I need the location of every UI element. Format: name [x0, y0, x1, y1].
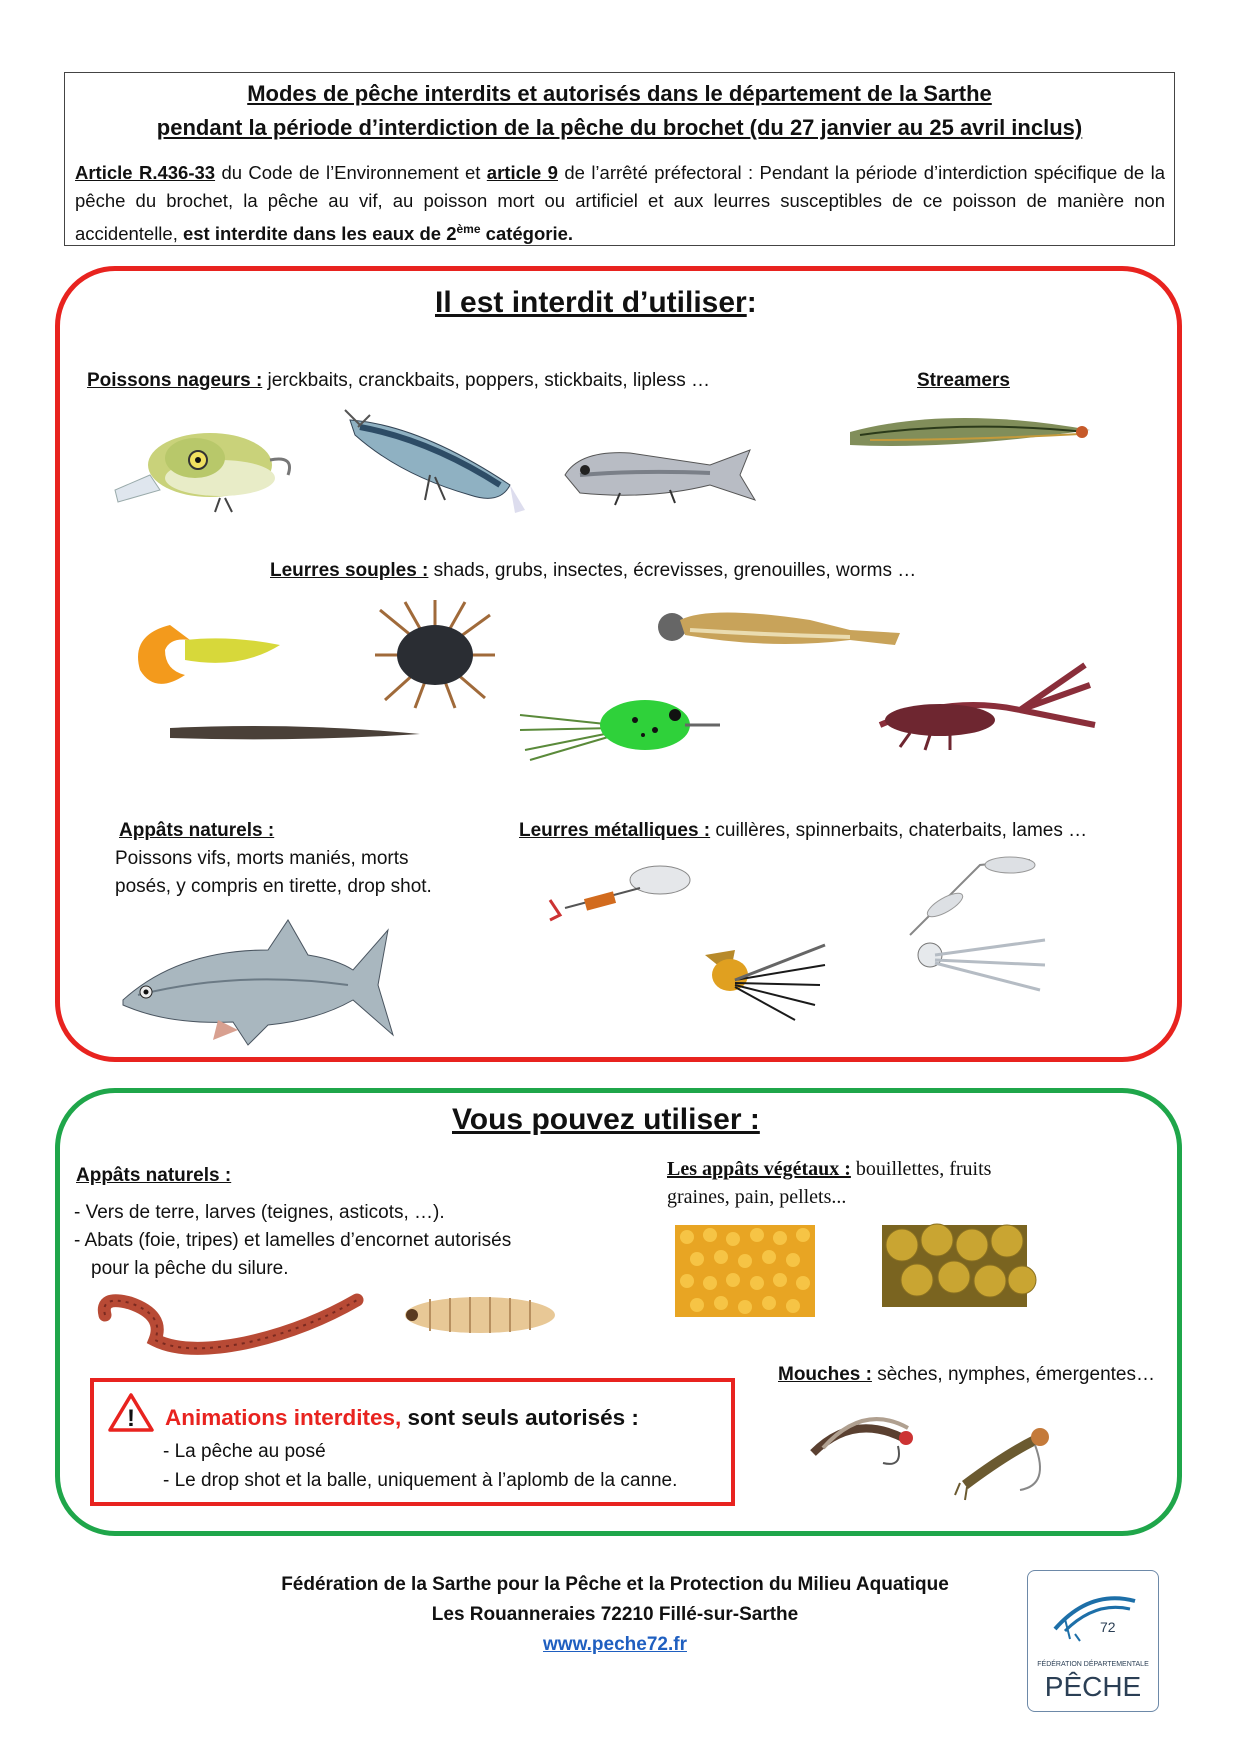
- mouches-label: [778, 1364, 1155, 1386]
- larva-image: [400, 1290, 560, 1340]
- header-sup: ème: [456, 222, 481, 236]
- poissons-nageurs-key: Poissons nageurs :: [87, 370, 263, 391]
- appats-forbidden-line2: posés, y compris en tirette, drop shot.: [115, 876, 432, 897]
- nymph-image: [955, 1415, 1070, 1500]
- worm-lure-image: [165, 720, 425, 745]
- appats-allowed-line2: - Abats (foie, tripes) et lamelles d’encornet autorisés: [74, 1230, 512, 1251]
- crankbait-image: [110, 420, 305, 510]
- boilies-image: [882, 1225, 1027, 1307]
- warning-title: [165, 1405, 639, 1431]
- header-body: [75, 159, 1165, 248]
- warning-item1: - La pêche au posé: [163, 1441, 326, 1462]
- forbidden-title-colon: :: [746, 286, 757, 319]
- forbidden-title: [435, 286, 757, 320]
- article-ref: Article R.436-33: [75, 162, 216, 183]
- header-title-line1: Modes de pêche interdits et autorisés dans le département de la Sarthe: [247, 81, 992, 106]
- appats-allowed-line3: pour la pêche du silure.: [91, 1258, 289, 1279]
- warning-item2: - Le drop shot et la balle, uniquement à l’aplomb de la canne.: [163, 1470, 678, 1491]
- leurres-souples-key: Leurres souples :: [270, 560, 429, 581]
- footer-website-row: [230, 1634, 1000, 1656]
- spinnerbait-image: [880, 855, 1050, 1000]
- leurres-metalliques-label: [519, 820, 1087, 842]
- corn-image: [675, 1225, 815, 1317]
- warning-title-red: Animations interdites,: [165, 1405, 402, 1430]
- poissons-nageurs-label: [87, 370, 710, 392]
- streamers-key: Streamers: [917, 370, 1010, 391]
- footer-line1: Fédération de la Sarthe pour la Pêche et la Protection du Milieu Aquatique: [281, 1574, 949, 1595]
- vegetaux-line2: graines, pain, pellets...: [667, 1186, 847, 1208]
- article-9: article 9: [486, 162, 558, 183]
- federation-logo: [1027, 1570, 1159, 1712]
- earthworm-image: [95, 1285, 365, 1365]
- poissons-nageurs-text: jerckbaits, cranckbaits, poppers, stickbaits, lipless …: [262, 370, 711, 391]
- crayfish-lure-image: [870, 655, 1100, 750]
- appats-forbidden-key: Appâts naturels :: [119, 820, 275, 841]
- swimbait-image: [560, 445, 760, 505]
- forbidden-title-text: Il est interdit d’utiliser: [435, 286, 747, 319]
- logo-word: PÊCHE: [1044, 1671, 1142, 1702]
- dry-fly-image: [803, 1398, 923, 1473]
- website-link[interactable]: www.peche72.fr: [543, 1634, 687, 1655]
- frog-lure-image: [515, 690, 725, 765]
- spoon-lure-image: [545, 860, 695, 925]
- leurres-souples-label: [270, 560, 916, 582]
- mouches-text: sèches, nymphes, émergentes…: [871, 1364, 1155, 1385]
- metal-text: cuillères, spinnerbaits, chaterbaits, lames …: [710, 820, 1088, 841]
- header-text-bold: est interdite dans les eaux de 2: [182, 223, 457, 245]
- appats-naturels-forbidden-label: [119, 820, 274, 842]
- jerkbait-image: [340, 405, 530, 520]
- shad-image: [650, 605, 905, 660]
- header-text-1: du Code de l’Environnement et: [215, 162, 487, 183]
- vegetaux-text: bouillettes, fruits: [850, 1158, 992, 1180]
- allowed-title: Vous pouvez utiliser :: [452, 1103, 760, 1136]
- appats-allowed-key: Appâts naturels :: [76, 1165, 232, 1186]
- warning-title-black: sont seuls autorisés :: [401, 1405, 639, 1430]
- header-text-2: de l’arrêté préfectoral : Pendant la période d’interdiction spécifique de la pêche du brochet, la pêche au vif, au poisson mort ou artificiel et aux leurres susceptibles de ce poisson de manière non accidentelle,: [75, 162, 1165, 245]
- grub-image: [130, 615, 285, 705]
- streamer-image: [850, 410, 1100, 460]
- vegetaux-key: Les appâts végétaux :: [667, 1158, 851, 1180]
- chatterbait-image: [675, 935, 835, 1025]
- appats-allowed-line1: - Vers de terre, larves (teignes, asticots, …).: [74, 1202, 445, 1223]
- roach-fish-image: [118, 910, 398, 1045]
- mouches-key: Mouches :: [778, 1364, 872, 1385]
- logo-fish-icon: [1050, 1589, 1140, 1644]
- logo-number: 72: [1100, 1619, 1116, 1635]
- vegetaux-label: [667, 1158, 991, 1181]
- appats-forbidden-line1: Poissons vifs, morts maniés, morts: [115, 848, 409, 869]
- appats-naturels-allowed-label: [76, 1165, 231, 1187]
- warning-symbol: !: [127, 1405, 135, 1432]
- leurres-souples-text: shads, grubs, insectes, écrevisses, grenouilles, worms …: [428, 560, 917, 581]
- footer-line2: Les Rouanneraies 72210 Fillé-sur-Sarthe: [431, 1604, 799, 1625]
- logo-subtitle: FÉDÉRATION DÉPARTEMENTALE: [1037, 1661, 1149, 1668]
- streamers-label: [917, 370, 1010, 392]
- metal-key: Leurres métalliques :: [519, 820, 711, 841]
- header-box: [64, 72, 1175, 246]
- warning-icon: [108, 1392, 154, 1432]
- header-title-line2: pendant la période d’interdiction de la pêche du brochet (du 27 janvier au 25 avril inclus): [156, 115, 1083, 140]
- header-text-end: catégorie.: [480, 223, 574, 245]
- insect-lure-image: [370, 600, 500, 710]
